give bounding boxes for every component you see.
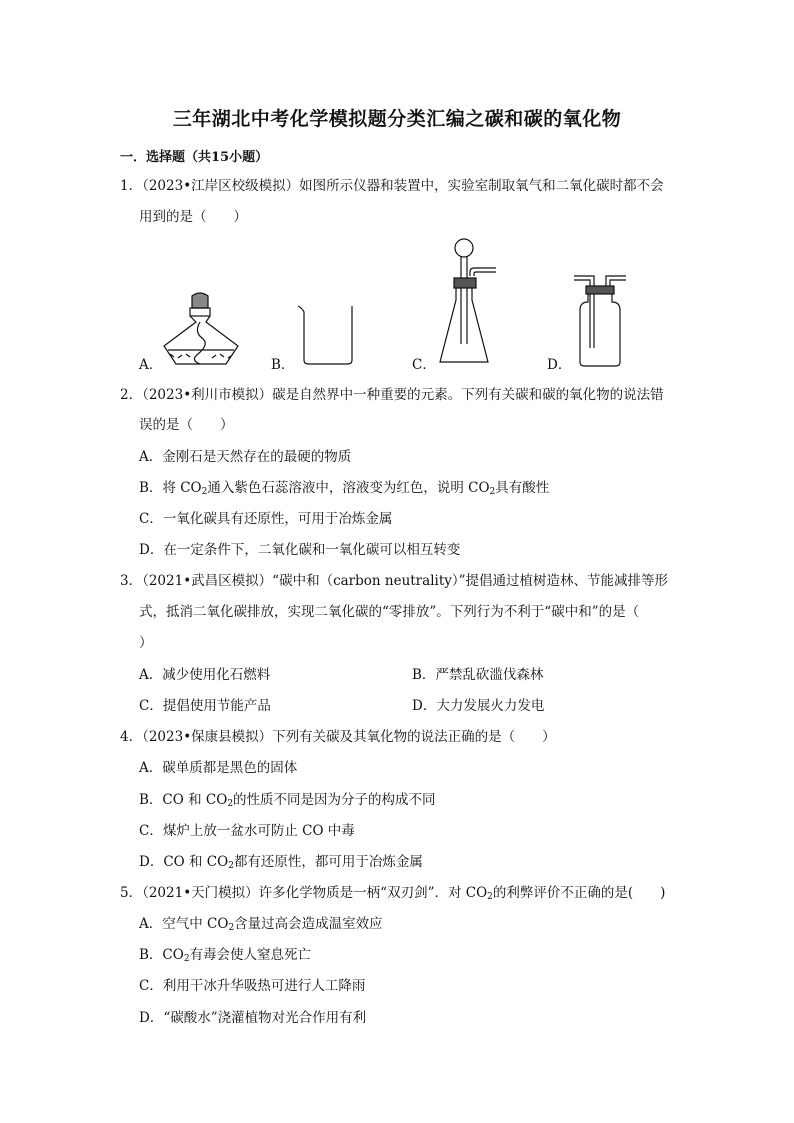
question-text: （2023•利川市模拟）碳是自然界中一种重要的元素。下列有关碳和碳的氧化物的说法错 xyxy=(142,387,664,403)
figure-label-d: D． xyxy=(547,357,572,373)
question-3-continued: 式，抵消二氧化碳排放，实现二氧化碳的“零排放”。下列行为不利于“碳中和”的是（ xyxy=(139,604,640,620)
option-2d: D．在一定条件下，二氧化碳和一氧化碳可以相互转变 xyxy=(139,542,461,558)
section-heading: 一．选择题（共15小题） xyxy=(120,150,269,165)
figure-label-a: A． xyxy=(139,357,163,373)
question-5: 5．（2021•天门模拟）许多化学物质是一柄“双刃剑”．对 $CO_2$的利弊评价不正确的是( ) xyxy=(120,885,666,902)
beaker-icon xyxy=(294,302,360,366)
page-title: 三年湖北中考化学模拟题分类汇编之碳和碳的氧化物 xyxy=(172,108,622,130)
question-text: （2021•武昌区模拟）“碳中和（carbon neutrality）”提倡通过植树造林、节能减排等形 xyxy=(142,573,669,589)
option-5c: C．利用干冰升华吸热可进行人工降雨 xyxy=(139,978,366,994)
option-2a: A．金刚石是天然存在的最硬的物质 xyxy=(139,449,352,465)
question-4 xyxy=(120,728,556,746)
option-2c: C．一氧化碳具有还原性，可用于冶炼金属 xyxy=(139,511,393,527)
option-3d: D．大力发展火力发电 xyxy=(412,698,545,714)
option-3a: A．减少使用化石燃料 xyxy=(139,667,271,683)
question-number: 1． xyxy=(120,178,143,194)
question-1 xyxy=(120,177,664,195)
question-text: （2023•保康县模拟）下列有关碳及其氧化物的说法正确的是（ ） xyxy=(142,729,556,745)
figure-label-b: B． xyxy=(271,357,295,373)
question-number: 4． xyxy=(120,729,143,745)
option-5b: B．$CO_2$有毒会使人窒息死亡 xyxy=(139,947,312,964)
option-4c: C．煤炉上放一盆水可防止 CO 中毒 xyxy=(139,823,355,839)
question-3 xyxy=(120,572,668,590)
question-number: 5． xyxy=(120,885,143,901)
option-4b: B．CO 和 $CO_2$的性质不同是因为分子的构成不同 xyxy=(139,792,436,809)
option-3c: C．提倡使用节能产品 xyxy=(139,698,271,714)
question-number: 3． xyxy=(120,573,143,589)
option-4a: A．碳单质都是黑色的固体 xyxy=(139,760,298,776)
gas-washing-bottle-icon xyxy=(572,272,628,368)
option-5d: D．“碳酸水”浇灌植物对光合作用有利 xyxy=(139,1010,367,1026)
option-2b: B．将 $CO_2$通入紫色石蕊溶液中，溶液变为红色，说明 $CO_2$具有酸性 xyxy=(139,480,550,497)
question-3-continued-2: ） xyxy=(139,635,153,651)
figure-label-c: C． xyxy=(412,357,436,373)
option-4d: D．CO 和 $CO_2$都有还原性，都可用于冶炼金属 xyxy=(139,854,423,871)
alcohol-lamp-icon xyxy=(160,288,242,370)
question-text: （2023•江岸区校级模拟）如图所示仪器和装置中，实验室制取氧气和二氧化碳时都不会 xyxy=(142,178,664,194)
conical-flask-funnel-icon xyxy=(436,236,506,368)
question-2-continued: 误的是（ ） xyxy=(139,417,234,433)
option-5a: A．空气中 $CO_2$含量过高会造成温室效应 xyxy=(139,916,383,933)
question-number: 2． xyxy=(120,387,143,403)
question-1-continued: 用到的是（ ） xyxy=(139,209,247,225)
question-2 xyxy=(120,386,664,404)
option-3b: B．严禁乱砍滥伐森林 xyxy=(412,667,544,683)
